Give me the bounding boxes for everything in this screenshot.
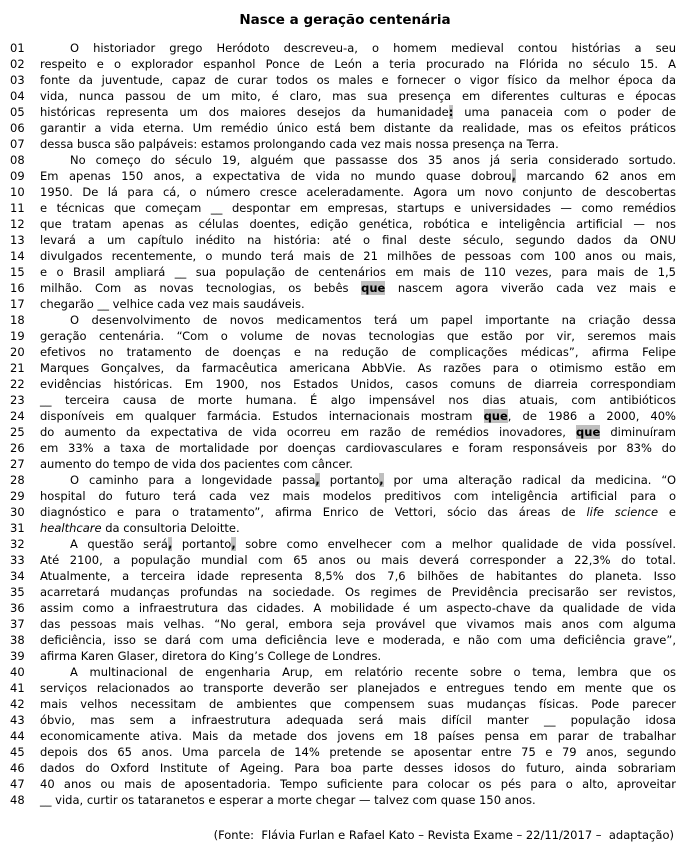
line-number: 47 [10, 777, 25, 791]
line-number: 02 [10, 57, 25, 71]
line-text [40, 776, 676, 792]
text-line [0, 104, 690, 120]
text-segment: históricas representa um dos maiores desejos da humanidade [40, 105, 449, 119]
line-number: 06 [10, 121, 25, 135]
line-text [40, 360, 676, 376]
text-segment: Atualmente, a terceira idade representa 8,5% dos 7,6 bilhões de habitantes do planeta. Isso [40, 569, 676, 583]
text-line [0, 56, 690, 72]
text-segment: dessa busca são palpáveis: estamos prolongando cada vez mais nossa presença na Terra. [40, 137, 559, 151]
line-text [40, 184, 676, 200]
line-text [40, 696, 676, 712]
line-text [40, 88, 676, 104]
line-text [40, 504, 676, 520]
line-text [40, 152, 676, 168]
text-segment: óbvio, mas sem a infraestrutura adequada será mais difícil manter __ população idosa [40, 713, 676, 727]
text-line [0, 520, 690, 536]
line-number: 33 [10, 553, 25, 567]
text-segment: da consultoria Deloitte. [101, 521, 240, 535]
line-number: 20 [10, 345, 25, 359]
text-segment: do aumento da expectativa de vida ocorreu em razão de remédios inovadores, [40, 425, 577, 439]
text-segment: efetivos no tratamento de doenças e na redução de complicações médicas”, afirma Felipe [40, 345, 676, 359]
text-line [0, 312, 690, 328]
line-text [40, 616, 676, 632]
line-text [40, 376, 676, 392]
line-text [40, 216, 676, 232]
line-number: 15 [10, 265, 25, 279]
text-segment: hospital do futuro terá cada vez mais modelos preditivos com inteligência artificial para o [40, 489, 676, 503]
text-line [0, 424, 690, 440]
text-segment: milhão. Com as novas tecnologias, os bebês [40, 281, 362, 295]
text-line [0, 744, 690, 760]
line-number: 34 [10, 569, 25, 583]
line-text [40, 472, 676, 488]
line-number: 17 [10, 297, 25, 311]
line-number: 29 [10, 489, 25, 503]
text-segment: aumento do tempo de vida dos pacientes com câncer. [40, 457, 353, 471]
line-number: 11 [10, 201, 25, 215]
line-text [40, 712, 676, 728]
text-segment: Marques Gonçalves, da farmacêutica americana AbbVie. As razões para o otimismo estão em [40, 361, 676, 375]
text-line [0, 760, 690, 776]
text-line [0, 120, 690, 136]
line-number: 37 [10, 617, 25, 631]
line-text [40, 344, 676, 360]
text-segment: assim como a infraestrutura das cidades. A mobilidade é um aspecto-chave da qualidade de vida [40, 601, 676, 615]
text-segment: __ vida, curtir os tataranetos e esperar a morte chegar — talvez com quase 150 anos. [40, 793, 536, 807]
text-segment: afirma Karen Glaser, diretora do King’s College de Londres. [40, 649, 382, 663]
text-line [0, 232, 690, 248]
line-text [40, 632, 676, 648]
text-line [0, 536, 690, 552]
text-segment: chegarão __ velhice cada vez mais saudáveis. [40, 297, 305, 311]
text-segment: O historiador grego Heródoto descreveu-a, o homem medieval contou histórias a seu [70, 41, 676, 55]
text-line [0, 504, 690, 520]
line-number: 19 [10, 329, 25, 343]
line-text [40, 792, 676, 808]
text-segment: e o Brasil ampliará __ sua população de centenários em mais de 110 vezes, para mais de 1,5 [40, 265, 676, 279]
line-number: 01 [10, 41, 25, 55]
line-text [40, 440, 676, 456]
text-line [0, 264, 690, 280]
text-segment: mais velhos necessitam de ambientes que compensem suas mudanças físicas. Pode parecer [40, 697, 676, 711]
line-text [40, 424, 676, 440]
text-line [0, 776, 690, 792]
text-line [0, 680, 690, 696]
text-line [0, 488, 690, 504]
text-segment: serviços relacionados ao transporte deverão ser planejados e entregues tendo em mente que os [40, 681, 676, 695]
text-segment: Até 2100, a população mundial com 65 anos ou mais deverá corresponder a 22,3% do total. [40, 553, 676, 567]
line-number: 43 [10, 713, 25, 727]
line-text [40, 680, 676, 696]
text-line [0, 344, 690, 360]
text-segment: O desenvolvimento de novos medicamentos terá um papel importante na criação dessa [70, 313, 676, 327]
text-segment: A questão será [70, 537, 168, 551]
line-number: 21 [10, 361, 25, 375]
text-line [0, 440, 690, 456]
italic-term: healthcare [40, 521, 102, 535]
text-segment: diminuíram [600, 425, 676, 439]
line-number: 41 [10, 681, 25, 695]
line-number: 23 [10, 393, 25, 407]
line-number: 40 [10, 665, 25, 679]
line-number: 38 [10, 633, 25, 647]
text-segment: 1950. De lá para cá, o número cresce aceleradamente. Agora um novo conjunto de descobertas [40, 185, 676, 199]
text-segment: deficiência, isso se dará com uma deficiência leve e moderada, e não com uma deficiência grave”, [40, 633, 676, 647]
line-text [40, 200, 676, 216]
text-segment: que tratam apenas as células doentes, edição genética, robótica e inteligência artificial — nos [40, 217, 676, 231]
line-number: 18 [10, 313, 25, 327]
text-segment: dados do Oxford Institute of Ageing. Para boa parte desses idosos do futuro, ainda sobrariam [40, 761, 676, 775]
line-number: 03 [10, 73, 25, 87]
text-segment: acarretará mudanças profundas na sociedade. Os regimes de Previdência precisarão ser revistos, [40, 585, 676, 599]
page-title: Nasce a geração centenária [239, 12, 451, 28]
text-segment: uma panaceia com o poder de [453, 105, 676, 119]
text-body [0, 40, 690, 808]
text-line [0, 568, 690, 584]
text-segment: A multinacional de engenharia Arup, em relatório recente sobre o tema, lembra que os [70, 665, 676, 679]
text-segment: 40 anos ou mais de aposentadoria. Tempo suficiente para colocar os pés para o alto, aproveitar [40, 777, 676, 791]
line-number: 14 [10, 249, 25, 263]
line-text [40, 744, 676, 760]
text-line [0, 696, 690, 712]
italic-term: life science [586, 505, 659, 519]
line-number: 48 [10, 793, 25, 807]
line-number: 05 [10, 105, 25, 119]
line-number: 39 [10, 649, 25, 663]
highlighted-token: que [361, 281, 386, 295]
text-line [0, 408, 690, 424]
text-line [0, 248, 690, 264]
text-line [0, 376, 690, 392]
line-number: 13 [10, 233, 25, 247]
highlighted-token: , [231, 537, 236, 551]
line-text [40, 568, 676, 584]
line-number: 08 [10, 153, 25, 167]
text-line [0, 296, 690, 312]
line-text [40, 648, 676, 664]
line-text [40, 232, 676, 248]
text-line [0, 88, 690, 104]
text-segment: depois dos 65 anos. Uma parcela de 14% pretende se aposentar entre 75 e 79 anos, segundo [40, 745, 676, 759]
text-segment: respeito e o explorador espanhol Ponce de León a teria procurado na Flórida no século 15. A [40, 57, 676, 71]
text-line [0, 280, 690, 296]
line-number: 16 [10, 281, 25, 295]
text-line [0, 632, 690, 648]
line-text [40, 328, 676, 344]
text-segment: __ terceira causa de morte humana. É algo impensável nos dias atuais, com antibióticos [40, 393, 676, 407]
line-text [40, 120, 676, 136]
text-line [0, 328, 690, 344]
text-line [0, 664, 690, 680]
text-line [0, 184, 690, 200]
text-segment: garantir a vida eterna. Um remédio único está bem distante da realidade, mas os efeitos práticos [40, 121, 676, 135]
highlighted-token: que [483, 409, 508, 423]
text-line [0, 584, 690, 600]
line-number: 24 [10, 409, 25, 423]
line-text [40, 136, 676, 152]
text-line [0, 152, 690, 168]
line-text [40, 584, 676, 600]
line-number: 28 [10, 473, 25, 487]
text-line [0, 40, 690, 56]
line-text [40, 168, 676, 184]
line-text [40, 40, 676, 56]
text-segment: Em apenas 150 anos, a expectativa de vida no mundo quase dobrou [40, 169, 512, 183]
text-segment: O caminho para a longevidade passa [70, 473, 316, 487]
line-text [40, 104, 676, 120]
line-text [40, 552, 676, 568]
line-text [40, 536, 676, 552]
text-segment: diagnóstico e para o tratamento”, afirma Enrico de Vettori, sócio das áreas de [40, 505, 587, 519]
line-number: 35 [10, 585, 25, 599]
text-segment: evidências históricas. Em 1900, nos Estados Unidos, casos comuns de diarreia correspondiam [40, 377, 676, 391]
text-segment: portanto [319, 473, 380, 487]
text-segment: e [658, 505, 676, 519]
text-segment: geração centenária. “Com o volume de novas tecnologias que estão por vir, seremos mais [40, 329, 676, 343]
line-number: 07 [10, 137, 25, 151]
line-number: 10 [10, 185, 25, 199]
highlighted-token: que [576, 425, 601, 439]
highlighted-token: , [315, 473, 320, 487]
text-line [0, 72, 690, 88]
text-segment: No começo do século 19, alguém que passasse dos 35 anos já seria considerado sortudo. [70, 153, 676, 167]
line-number: 45 [10, 745, 25, 759]
line-number: 46 [10, 761, 25, 775]
text-segment: portanto [172, 537, 232, 551]
text-line [0, 136, 690, 152]
line-text [40, 760, 676, 776]
text-segment: por uma alteração radical da medicina. “O [383, 473, 677, 487]
line-text [40, 280, 676, 296]
line-text [40, 264, 676, 280]
text-line [0, 456, 690, 472]
line-number: 25 [10, 425, 25, 439]
text-line [0, 648, 690, 664]
line-number: 09 [10, 169, 25, 183]
text-line [0, 792, 690, 808]
line-text [40, 664, 676, 680]
line-number: 22 [10, 377, 25, 391]
text-line [0, 472, 690, 488]
line-text [40, 600, 676, 616]
line-number: 31 [10, 521, 25, 535]
text-segment: em 33% a taxa de mortalidade por doenças cardiovasculares e foram responsáveis por 83% do [40, 441, 676, 455]
text-line [0, 216, 690, 232]
line-text [40, 312, 676, 328]
text-segment: , de 1986 a 2000, 40% [507, 409, 676, 423]
text-segment: nascem agora viverão cada vez mais e [385, 281, 677, 295]
line-number: 26 [10, 441, 25, 455]
line-text [40, 72, 676, 88]
text-segment: fonte da juventude, capaz de curar todos os males e fornecer o vigor físico da melhor época da [40, 73, 676, 87]
line-number: 42 [10, 697, 25, 711]
text-segment: sobre como envelhecer com a melhor qualidade de vida possível. [235, 537, 676, 551]
line-number: 36 [10, 601, 25, 615]
line-number: 44 [10, 729, 25, 743]
text-segment: levará a um capítulo inédito na história: até o final deste século, segundo dados da ONU [40, 233, 676, 247]
line-number: 30 [10, 505, 25, 519]
text-line [0, 360, 690, 376]
text-line [0, 200, 690, 216]
source-citation: (Fonte: Flávia Furlan e Rafael Kato – Revista Exame – 22/11/2017 – adaptação) [213, 828, 674, 842]
text-segment: das pessoas mais velhas. “No geral, embora seja provável que vivamos mais anos com alguma [40, 617, 676, 631]
line-number: 12 [10, 217, 25, 231]
line-text [40, 520, 676, 536]
highlighted-token: , [511, 169, 516, 183]
line-text [40, 248, 676, 264]
highlighted-token: , [379, 473, 384, 487]
line-number: 32 [10, 537, 25, 551]
line-text [40, 456, 676, 472]
text-line [0, 616, 690, 632]
text-line [0, 600, 690, 616]
text-line [0, 552, 690, 568]
text-segment: economicamente ativa. Mais da metade dos jovens em 18 países pensa em parar de trabalhar [40, 729, 676, 743]
text-line [0, 168, 690, 184]
line-text [40, 728, 676, 744]
line-text [40, 488, 676, 504]
text-segment: e técnicas que começam __ despontar em empresas, startups e universidades — como remédios [40, 201, 676, 215]
text-segment: divulgados recentemente, o mundo terá mais de 21 milhões de pessoas com 100 anos ou mais, [40, 249, 676, 263]
text-line [0, 392, 690, 408]
text-segment: disponíveis em qualquer farmácia. Estudos internacionais mostram [40, 409, 484, 423]
line-text [40, 408, 676, 424]
highlighted-token: , [167, 537, 173, 551]
text-line [0, 728, 690, 744]
highlighted-token: : [448, 105, 454, 119]
text-segment: vida, nunca passou de um mito, é claro, mas sua presença em diferentes culturas e épocas [40, 89, 676, 103]
line-text [40, 56, 676, 72]
line-text [40, 392, 676, 408]
text-line [0, 712, 690, 728]
line-number: 04 [10, 89, 25, 103]
line-text [40, 296, 676, 312]
line-number: 27 [10, 457, 25, 471]
text-segment: marcando 62 anos em [515, 169, 677, 183]
